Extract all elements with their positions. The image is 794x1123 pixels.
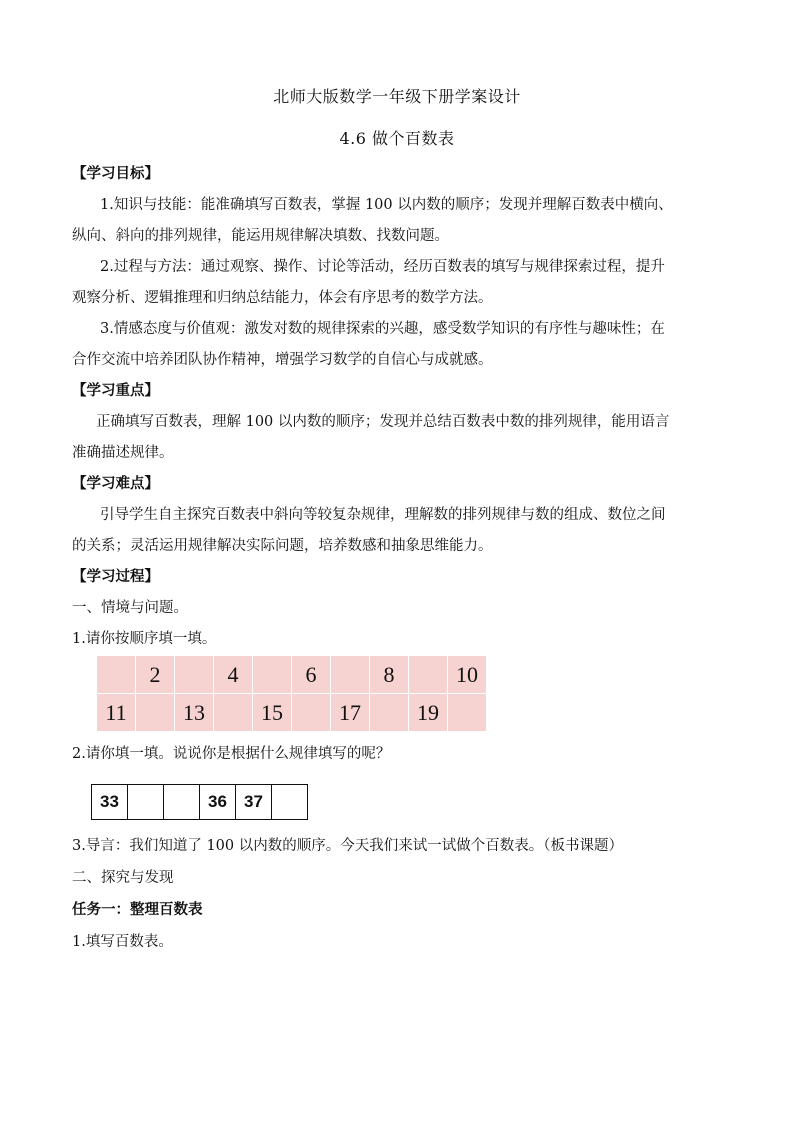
- difficult-points-line-2: 的关系；灵活运用规律解决实际问题，培养数感和抽象思维能力。: [72, 538, 493, 554]
- difficult-points-line-1: 引导学生自主探究百数表中斜向等较复杂规律，理解数的排列规律与数的组成、数位之间: [100, 507, 666, 523]
- grid-1-cell: 6: [292, 656, 331, 694]
- grid-1-cell[interactable]: [253, 656, 292, 694]
- grid-1-cell: 11: [97, 694, 136, 732]
- grid-1-cell[interactable]: [370, 694, 409, 732]
- goal-2-line-2: 观察分析、逻辑推理和归纳总结能力，体会有序思考的数学方法。: [72, 290, 493, 306]
- grid-1-cell[interactable]: [136, 694, 175, 732]
- grid-1-cell: 19: [409, 694, 448, 732]
- grid-1-row-1: [97, 656, 487, 694]
- question-3: 3.导言：我们知道了 100 以内数的顺序。今天我们来试一试做个百数表。（板书课题）: [72, 838, 623, 854]
- document-title: 北师大版数学一年级下册学案设计: [273, 87, 521, 106]
- grid-2-cell[interactable]: [128, 785, 164, 820]
- grid-1-cell: 13: [175, 694, 214, 732]
- grid-2-cell: 36: [200, 785, 236, 820]
- goals-heading: 【学习目标】: [72, 165, 159, 182]
- question-2: 2.请你填一填。说说你是根据什么规律填写的呢？: [72, 746, 391, 762]
- goal-2-line-1: 2.过程与方法：通过观察、操作、讨论等活动，经历百数表的填写与规律探索过程，提升: [100, 259, 665, 275]
- goal-3-line-2: 合作交流中培养团队协作精神，增强学习数学的自信心与成就感。: [72, 352, 493, 368]
- goal-3-line-1: 3.情感态度与价值观：激发对数的规律探索的兴趣，感受数学知识的有序性与趣味性；在: [100, 321, 665, 337]
- grid-1-cell: 10: [448, 656, 487, 694]
- number-fill-grid-1: [96, 655, 487, 732]
- grid-1-cell: 2: [136, 656, 175, 694]
- task-1-heading: 任务一：整理百数表: [72, 901, 203, 918]
- process-heading: 【学习过程】: [72, 568, 159, 585]
- number-fill-grid-2: [91, 784, 308, 820]
- goal-1-line-2: 纵向、斜向的排列规律，能运用规律解决填数、找数问题。: [72, 228, 449, 244]
- grid-1-cell[interactable]: [331, 656, 370, 694]
- key-points-line-1: 正确填写百数表，理解 100 以内数的顺序；发现并总结百数表中数的排列规律，能用语言: [96, 414, 670, 430]
- grid-1-cell: 17: [331, 694, 370, 732]
- grid-1-cell[interactable]: [448, 694, 487, 732]
- grid-1-cell[interactable]: [292, 694, 331, 732]
- section-2-heading: 二、探究与发现: [72, 870, 174, 886]
- grid-1-cell[interactable]: [175, 656, 214, 694]
- key-points-line-2: 准确描述规律。: [72, 445, 174, 461]
- grid-1-cell[interactable]: [97, 656, 136, 694]
- grid-1-cell: 8: [370, 656, 409, 694]
- lesson-title: 4.6 做个百数表: [339, 129, 455, 148]
- goal-1-line-1: 1.知识与技能：能准确填写百数表，掌握 100 以内数的顺序；发现并理解百数表中横向、: [100, 197, 673, 213]
- grid-2-cell[interactable]: [164, 785, 200, 820]
- grid-2-cell: 33: [92, 785, 128, 820]
- grid-1-cell: 4: [214, 656, 253, 694]
- grid-1-cell[interactable]: [214, 694, 253, 732]
- grid-2-cell[interactable]: [272, 785, 308, 820]
- grid-1-cell[interactable]: [409, 656, 448, 694]
- question-1: 1.请你按顺序填一填。: [72, 631, 217, 647]
- grid-2-row: [92, 785, 308, 820]
- grid-1-cell: 15: [253, 694, 292, 732]
- grid-2-cell: 37: [236, 785, 272, 820]
- section-1-heading: 一、情境与问题。: [72, 600, 188, 616]
- grid-1-row-2: [97, 694, 487, 732]
- difficult-points-heading: 【学习难点】: [72, 475, 159, 492]
- key-points-heading: 【学习重点】: [72, 382, 159, 399]
- number-fill-grid-2-wrapper: [91, 784, 308, 820]
- task-1-question-1: 1.填写百数表。: [72, 934, 173, 950]
